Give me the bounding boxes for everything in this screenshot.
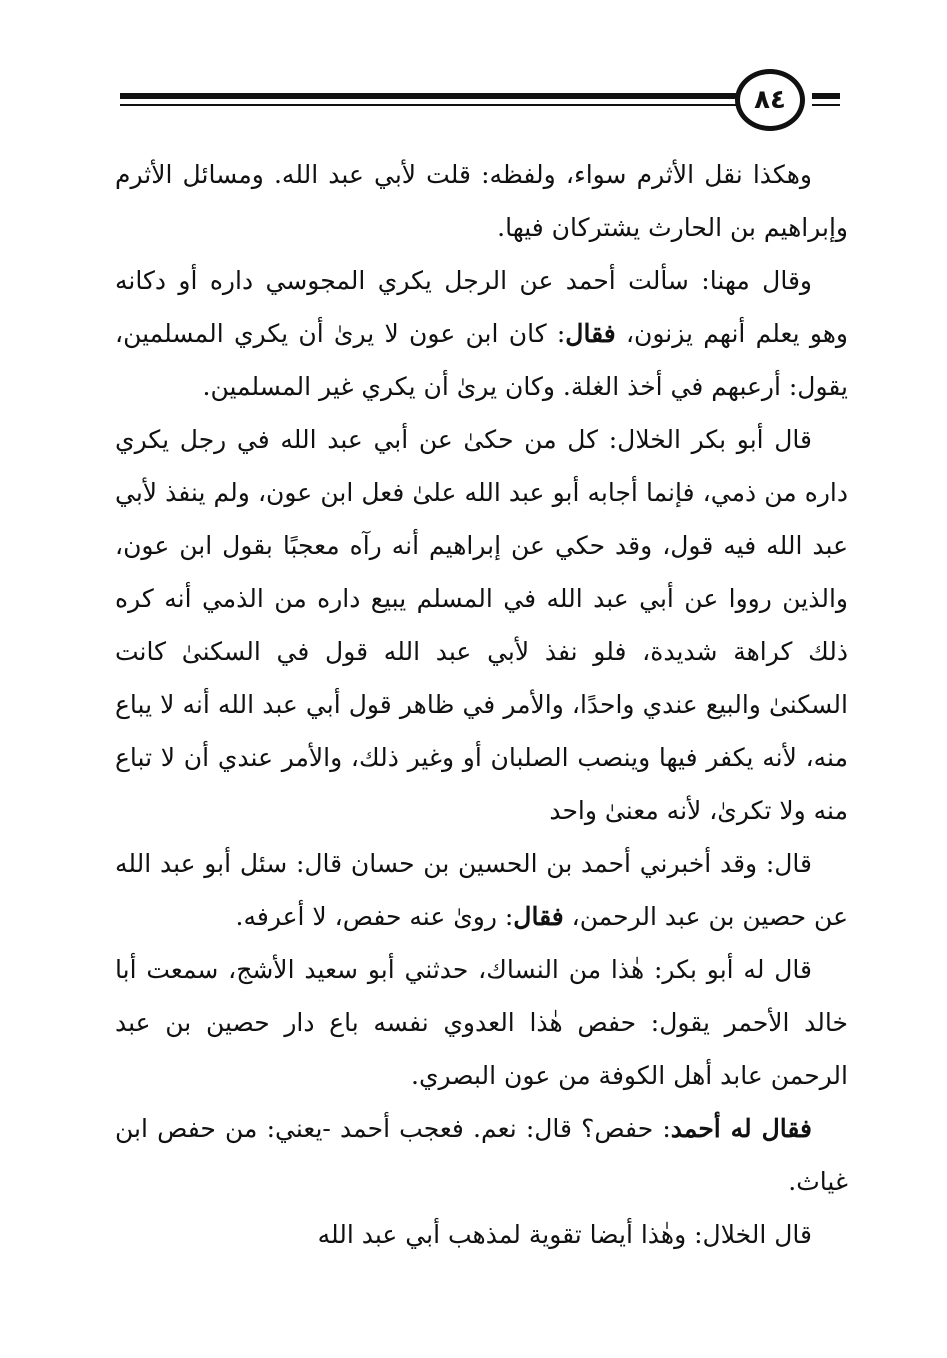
text-span: قال أبو بكر الخلال: كل من حكىٰ عن أبي عبد الله في رجل يكري داره من ذمي، فإنما أجابه أبو عبد الله علىٰ فعل ابن عون، ولم ينفذ لأبي عبد الله فيه قول، وقد حكي عن إبراهيم أنه رآه معجبًا بقول ابن عون، والذين رووا عن أبي عبد الله في المسلم يبيع داره من الذمي أنه كره ذلك كراهة شديدة، فلو نفذ لأبي عبد الله قول في السكنىٰ كانت السكنىٰ والبيع عندي واحدًا، والأمر في ظاهر قول أبي عبد الله أنه لا يباع منه، لأنه يكفر فيها وينصب الصلبان أو وغير ذلك، والأمر عندي أن لا تباع منه ولا تكرىٰ، لأنه معنىٰ واحد <box>115 425 848 825</box>
paragraph <box>115 837 848 943</box>
text-span: قال: وقد أخبرني أحمد بن الحسين بن حسان قال: سئل أبو عبد الله عن حصين بن عبد الرحمن، <box>115 849 848 931</box>
text-span: قال الخلال: وهٰذا أيضا تقوية لمذهب أبي عبد الله <box>317 1220 812 1249</box>
page-body <box>115 148 848 1261</box>
header-rule-right-thick <box>812 93 840 99</box>
paragraph <box>115 254 848 413</box>
text-span: : حفص؟ قال: نعم. فعجب أحمد -يعني: من حفص ابن غياث. <box>115 1114 848 1196</box>
header-rule-thick <box>120 93 738 99</box>
header-rule-thin <box>120 104 738 106</box>
paragraph <box>115 1208 848 1261</box>
bold-text-span: فقال <box>565 319 616 348</box>
text-span: : روىٰ عنه حفص، لا أعرفه. <box>235 902 514 931</box>
page-header <box>0 0 947 140</box>
paragraph <box>115 148 848 254</box>
page-number: ٨٤ <box>735 69 805 131</box>
text-span: وقال مهنا: سألت أحمد عن الرجل يكري المجوسي داره أو دكانه وهو يعلم أنهم يزنون، <box>115 266 848 348</box>
header-rule-right-thin <box>812 104 840 106</box>
bold-text-span: فقال له أحمد <box>670 1114 812 1143</box>
text-span: : كان ابن عون لا يرىٰ أن يكري المسلمين، يقول: أرعبهم في أخذ الغلة. وكان يرىٰ أن يكري غير المسلمين. <box>115 319 848 401</box>
text-span: وهكذا نقل الأثرم سواء، ولفظه: قلت لأبي عبد الله. ومسائل الأثرم وإبراهيم بن الحارث يشتركان فيها. <box>115 160 848 242</box>
text-span: قال له أبو بكر: هٰذا من النساك، حدثني أبو سعيد الأشج، سمعت أبا خالد الأحمر يقول: حفص هٰذا العدوي نفسه باع دار حصين بن عبد الرحمن عابد أهل الكوفة من عون البصري. <box>115 955 848 1090</box>
paragraph <box>115 1102 848 1208</box>
paragraph <box>115 413 848 837</box>
paragraph <box>115 943 848 1102</box>
bold-text-span: فقال <box>513 902 564 931</box>
